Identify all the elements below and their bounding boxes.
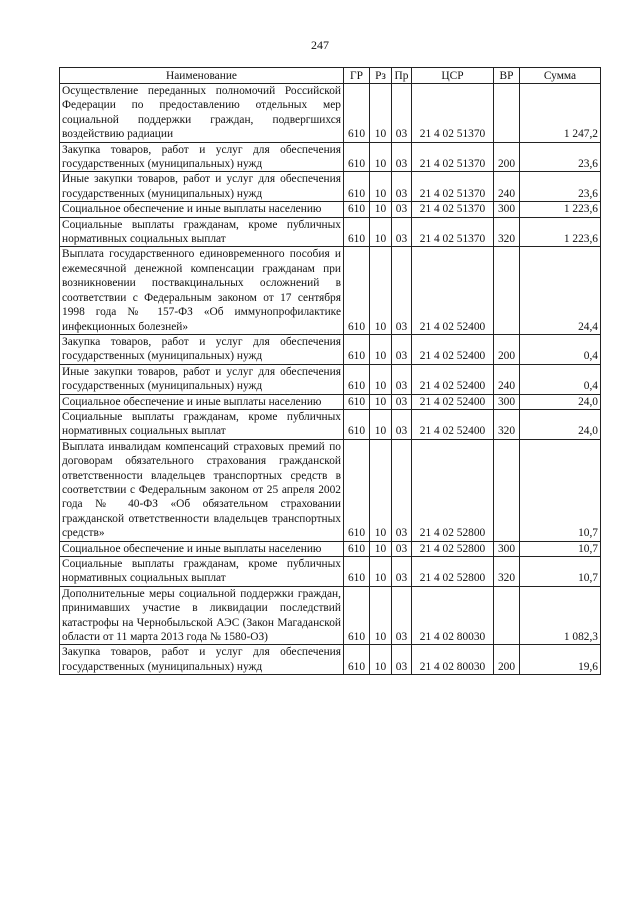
row-name: Закупка товаров, работ и услуг для обеспечения государственных (муниципальных) нужд — [60, 334, 344, 364]
row-gr: 610 — [344, 645, 370, 675]
column-header-csr: ЦСР — [412, 68, 494, 84]
row-name: Выплата государственного единовременного пособия и ежемесячной денежной компенсации гражданам при возникновении поствакцинальных осложнений в соответствии с Федеральным законом от 17 сентября 1998 года № 157-ФЗ «Об иммунопрофилактике инфекционных болезней» — [60, 247, 344, 334]
row-rz: 10 — [370, 364, 392, 394]
row-rz: 10 — [370, 645, 392, 675]
row-sum: 0,4 — [520, 334, 601, 364]
row-gr: 610 — [344, 394, 370, 409]
row-pr: 03 — [392, 247, 412, 334]
row-pr: 03 — [392, 142, 412, 172]
row-gr: 610 — [344, 364, 370, 394]
table-row — [60, 586, 601, 645]
row-rz: 10 — [370, 84, 392, 143]
row-name: Иные закупки товаров, работ и услуг для обеспечения государственных (муниципальных) нужд — [60, 364, 344, 394]
row-csr: 21 4 02 80030 — [412, 645, 494, 675]
row-rz: 10 — [370, 172, 392, 202]
row-vr: 320 — [494, 217, 520, 247]
row-gr: 610 — [344, 84, 370, 143]
row-gr: 610 — [344, 202, 370, 217]
row-rz: 10 — [370, 142, 392, 172]
row-csr: 21 4 02 52400 — [412, 409, 494, 439]
row-rz: 10 — [370, 586, 392, 645]
row-vr: 300 — [494, 394, 520, 409]
row-csr: 21 4 02 51370 — [412, 202, 494, 217]
row-sum: 0,4 — [520, 364, 601, 394]
row-vr: 200 — [494, 142, 520, 172]
budget-table — [59, 67, 601, 675]
column-header-rz: Рз — [370, 68, 392, 84]
row-csr: 21 4 02 51370 — [412, 217, 494, 247]
row-vr: 240 — [494, 364, 520, 394]
table-row — [60, 439, 601, 541]
row-sum: 1 247,2 — [520, 84, 601, 143]
row-csr: 21 4 02 80030 — [412, 586, 494, 645]
row-csr: 21 4 02 52800 — [412, 439, 494, 541]
table-row — [60, 142, 601, 172]
row-gr: 610 — [344, 586, 370, 645]
row-rz: 10 — [370, 439, 392, 541]
row-name: Выплата инвалидам компенсаций страховых премий по договорам обязательного страхования гражданской ответственности владельцев транспортных средств в соответствии с Федеральным законом от 25 апреля 2002 года № 40-ФЗ «Об обязательном страховании гражданской ответственности владельцев транспортных средств» — [60, 439, 344, 541]
row-sum: 24,0 — [520, 394, 601, 409]
row-pr: 03 — [392, 586, 412, 645]
row-sum: 1 223,6 — [520, 202, 601, 217]
column-header-gr: ГР — [344, 68, 370, 84]
row-sum: 23,6 — [520, 142, 601, 172]
row-vr: 200 — [494, 645, 520, 675]
row-rz: 10 — [370, 202, 392, 217]
row-csr: 21 4 02 52400 — [412, 334, 494, 364]
table-row — [60, 202, 601, 217]
row-pr: 03 — [392, 84, 412, 143]
row-gr: 610 — [344, 217, 370, 247]
page-number: 247 — [311, 38, 329, 52]
row-csr: 21 4 02 52400 — [412, 394, 494, 409]
row-csr: 21 4 02 52400 — [412, 364, 494, 394]
row-vr — [494, 84, 520, 143]
row-vr: 320 — [494, 409, 520, 439]
row-pr: 03 — [392, 439, 412, 541]
row-csr: 21 4 02 51370 — [412, 84, 494, 143]
row-sum: 24,0 — [520, 409, 601, 439]
row-name: Закупка товаров, работ и услуг для обеспечения государственных (муниципальных) нужд — [60, 645, 344, 675]
row-pr: 03 — [392, 541, 412, 556]
row-rz: 10 — [370, 217, 392, 247]
row-csr: 21 4 02 52400 — [412, 247, 494, 334]
row-vr: 300 — [494, 202, 520, 217]
row-sum: 1 082,3 — [520, 586, 601, 645]
row-csr: 21 4 02 51370 — [412, 142, 494, 172]
column-header-pr: Пр — [392, 68, 412, 84]
row-rz: 10 — [370, 409, 392, 439]
row-rz: 10 — [370, 394, 392, 409]
table-row — [60, 172, 601, 202]
row-name: Социальные выплаты гражданам, кроме публичных нормативных социальных выплат — [60, 217, 344, 247]
row-name: Социальное обеспечение и иные выплаты населению — [60, 541, 344, 556]
row-name: Осуществление переданных полномочий Российской Федерации по предоставлению отдельных мер социальной поддержки граждан, подвергшихся воздействию радиации — [60, 84, 344, 143]
row-sum: 10,7 — [520, 557, 601, 587]
row-gr: 610 — [344, 142, 370, 172]
table-row — [60, 409, 601, 439]
column-header-sum: Сумма — [520, 68, 601, 84]
table-row — [60, 247, 601, 334]
row-gr: 610 — [344, 334, 370, 364]
row-vr: 200 — [494, 334, 520, 364]
table-row — [60, 394, 601, 409]
row-vr: 300 — [494, 541, 520, 556]
row-sum: 1 223,6 — [520, 217, 601, 247]
row-gr: 610 — [344, 409, 370, 439]
table-row — [60, 645, 601, 675]
row-pr: 03 — [392, 645, 412, 675]
row-pr: 03 — [392, 202, 412, 217]
row-csr: 21 4 02 51370 — [412, 172, 494, 202]
row-vr — [494, 247, 520, 334]
table-row — [60, 334, 601, 364]
row-pr: 03 — [392, 172, 412, 202]
row-rz: 10 — [370, 541, 392, 556]
row-name: Социальные выплаты гражданам, кроме публичных нормативных социальных выплат — [60, 557, 344, 587]
table-row — [60, 364, 601, 394]
row-name: Дополнительные меры социальной поддержки граждан, принимавших участие в ликвидации последствий катастрофы на Чернобыльской АЭС (Закон Магаданской области от 11 марта 2013 года № 1580-ОЗ) — [60, 586, 344, 645]
row-pr: 03 — [392, 217, 412, 247]
column-header-vr: ВР — [494, 68, 520, 84]
row-gr: 610 — [344, 557, 370, 587]
row-sum: 10,7 — [520, 439, 601, 541]
row-rz: 10 — [370, 247, 392, 334]
row-pr: 03 — [392, 334, 412, 364]
table-row — [60, 217, 601, 247]
row-csr: 21 4 02 52800 — [412, 557, 494, 587]
row-sum: 24,4 — [520, 247, 601, 334]
table-row — [60, 541, 601, 556]
row-name: Социальное обеспечение и иные выплаты населению — [60, 202, 344, 217]
row-rz: 10 — [370, 334, 392, 364]
row-pr: 03 — [392, 409, 412, 439]
row-gr: 610 — [344, 172, 370, 202]
row-gr: 610 — [344, 541, 370, 556]
row-vr — [494, 439, 520, 541]
row-sum: 23,6 — [520, 172, 601, 202]
row-pr: 03 — [392, 364, 412, 394]
row-vr: 240 — [494, 172, 520, 202]
row-csr: 21 4 02 52800 — [412, 541, 494, 556]
row-sum: 19,6 — [520, 645, 601, 675]
row-name: Социальное обеспечение и иные выплаты населению — [60, 394, 344, 409]
row-rz: 10 — [370, 557, 392, 587]
table-row — [60, 557, 601, 587]
row-gr: 610 — [344, 247, 370, 334]
row-name: Иные закупки товаров, работ и услуг для обеспечения государственных (муниципальных) нужд — [60, 172, 344, 202]
row-vr — [494, 586, 520, 645]
row-sum: 10,7 — [520, 541, 601, 556]
row-name: Закупка товаров, работ и услуг для обеспечения государственных (муниципальных) нужд — [60, 142, 344, 172]
table-row — [60, 84, 601, 143]
row-vr: 320 — [494, 557, 520, 587]
row-gr: 610 — [344, 439, 370, 541]
row-pr: 03 — [392, 394, 412, 409]
row-name: Социальные выплаты гражданам, кроме публичных нормативных социальных выплат — [60, 409, 344, 439]
row-pr: 03 — [392, 557, 412, 587]
header-row — [60, 68, 601, 84]
column-header-name: Наименование — [60, 68, 344, 84]
